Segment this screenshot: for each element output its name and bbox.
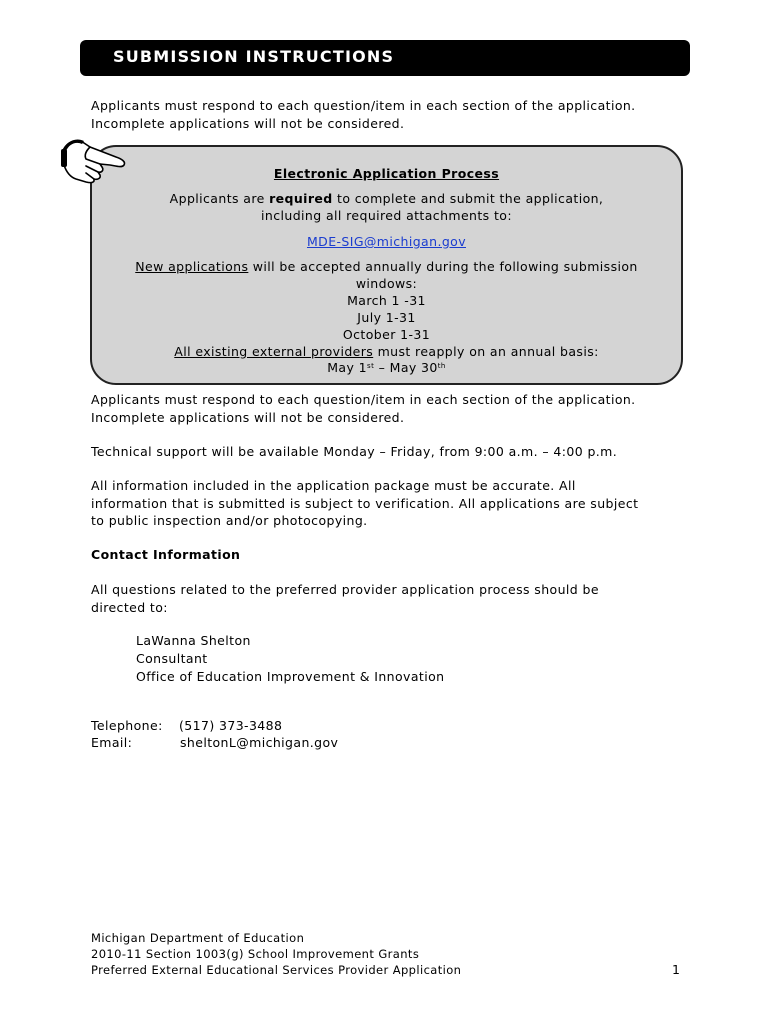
intro-paragraph	[91, 97, 691, 132]
page-number: 1	[672, 962, 680, 977]
window-july: July 1-31	[357, 310, 416, 325]
telephone-value: (517) 373-3488	[179, 718, 283, 733]
section-title: SUBMISSION INSTRUCTIONS	[113, 47, 395, 66]
email-row	[91, 734, 691, 752]
tech-support-text: Technical support will be available Monday – Friday, from 9:00 a.m. – 4:00 p.m.	[91, 444, 618, 459]
box-heading: Electronic Application Process	[273, 166, 500, 181]
contact-heading: Contact Information	[91, 547, 241, 562]
repeat-line-2: Incomplete applications will not be considered.	[91, 409, 405, 425]
box-existing-line: All existing external providers must reapply on an annual basis:	[174, 344, 599, 359]
existing-providers-text: All existing external providers	[174, 344, 374, 359]
repeat-line-1: Applicants must respond to each question/item in each section of the application.	[91, 392, 636, 407]
section-title-bar	[80, 40, 690, 76]
contact-name: LaWanna Shelton	[136, 633, 251, 648]
new-applications-text: New applications	[135, 259, 249, 274]
submission-email-link[interactable]: MDE-SIG@michigan.gov	[306, 234, 466, 249]
intro-line-2: Incomplete applications will not be considered.	[91, 115, 405, 131]
email-value[interactable]: sheltonL@michigan.gov	[180, 735, 339, 750]
window-october: October 1-31	[342, 327, 431, 342]
box-email-line	[92, 233, 681, 250]
accuracy-paragraph: All information included in the application package must be accurate. All information that is submitted is subject to verification. All applications are subject to public inspection and/or photocopying.	[91, 478, 639, 528]
electronic-process-box	[90, 145, 683, 385]
box-required-line: Applicants are required to complete and submit the application,	[169, 191, 604, 206]
telephone-row	[91, 717, 691, 735]
contact-role: Consultant	[136, 651, 208, 666]
email-label: Email:	[91, 735, 133, 750]
box-windows-label: windows:	[355, 276, 418, 291]
box-reapply-dates: May 1st – May 30th	[327, 360, 446, 375]
repeat-paragraph	[91, 391, 691, 426]
contact-intro: All questions related to the preferred provider application process should be directed to:	[91, 582, 599, 615]
intro-line-1: Applicants must respond to each question/item in each section of the application.	[91, 98, 636, 113]
box-new-apps-line: New applications will be accepted annually during the following submission	[135, 259, 638, 274]
footer-line-2: 2010-11 Section 1003(g) School Improvement Grants	[91, 947, 420, 961]
box-attachments-line: including all required attachments to:	[261, 208, 512, 223]
pointing-hand-icon	[60, 135, 132, 185]
required-emphasis: required	[269, 191, 333, 206]
window-march: March 1 -31	[347, 293, 426, 308]
footer-line-1: Michigan Department of Education	[91, 931, 305, 945]
contact-office: Office of Education Improvement & Innovation	[136, 669, 445, 684]
footer-line-3: Preferred External Educational Services Provider Application	[91, 963, 462, 977]
telephone-label: Telephone:	[91, 718, 163, 733]
